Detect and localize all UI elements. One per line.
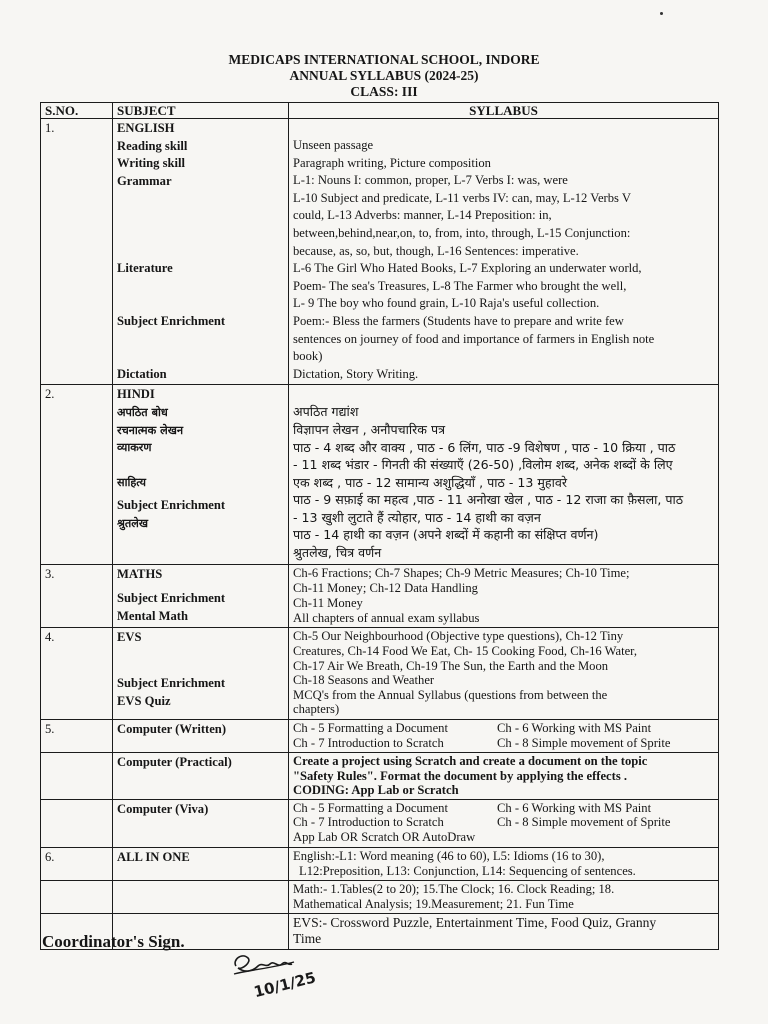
- practical-line-3: CODING: App Lab or Scratch: [293, 783, 459, 798]
- document-header: [0, 52, 768, 100]
- subject-cell: [113, 880, 289, 913]
- sno-cell: 5.: [41, 720, 113, 753]
- viva-item: Ch - 5 Formatting a Document: [293, 800, 448, 815]
- subject-evs: EVS: [117, 630, 142, 645]
- sno-cell: 4.: [41, 628, 113, 720]
- hindi-line-2: विज्ञापन लेखन , अनौपचारिक पत्र: [293, 421, 446, 437]
- label-enrichment: Subject Enrichment: [117, 498, 226, 513]
- viva-item: Ch - 6 Working with MS Paint: [497, 800, 652, 815]
- allinone-evs-1: EVS:- Crossword Puzzle, Entertainment Time, Food Quiz, Granny: [293, 914, 657, 930]
- hindi-line-3: पाठ - 4 शब्द और वाक्य , पाठ - 6 लिंग, पाठ -9 विशेषण , पाठ - 10 क्रिया , पाठ: [293, 439, 676, 455]
- label-computer-viva: Computer (Viva): [117, 801, 209, 816]
- allinone-evs-2: Time: [293, 930, 322, 946]
- english-enrichment-1: Poem:- Bless the farmers (Students have to prepare and write few: [293, 313, 624, 328]
- label-rachnatmak: रचनात्मक लेखन: [117, 423, 184, 437]
- label-enrichment: Subject Enrichment: [117, 590, 226, 605]
- sno-cell: 6.: [41, 847, 113, 880]
- maths-line-3: Ch-11 Money: [293, 596, 363, 611]
- school-name: MEDICAPS INTERNATIONAL SCHOOL, INDORE: [228, 52, 540, 67]
- english-grammar-5: because, as, so, but, though, L-16 Sentences: imperative.: [293, 243, 579, 258]
- practical-line-1: Create a project using Scratch and create a document on the topic: [293, 754, 648, 769]
- label-sahitya: साहित्य: [117, 475, 147, 489]
- subject-allinone: ALL IN ONE: [117, 849, 190, 864]
- english-literature-3: L- 9 The boy who found grain, L-10 Raja's useful collection.: [293, 296, 600, 311]
- subject-cell: [113, 628, 289, 720]
- header-syllabus: SYLLABUS: [289, 103, 719, 119]
- allinone-math-2: Mathematical Analysis; 19.Measurement; 21. Fun Time: [293, 896, 574, 911]
- written-item: Ch - 8 Simple movement of Sprite: [497, 736, 671, 751]
- viva-line-1: [293, 801, 714, 816]
- subject-cell: [113, 119, 289, 385]
- hindi-line-4: - 11 शब्द भंडार - गिनती की संख्याएँ (26-50) ,विलोम शब्द, अनेक शब्दों के लिए: [293, 457, 673, 473]
- subject-cell: [113, 753, 289, 800]
- syllabus-cell: [289, 799, 719, 847]
- evs-line-2: Creatures, Ch-14 Food We Eat, Ch- 15 Cooking Food, Ch-16 Water,: [293, 643, 637, 658]
- syllabus-cell: [289, 565, 719, 628]
- label-reading: Reading skill: [117, 138, 188, 153]
- english-enrichment-3: book): [293, 349, 323, 364]
- hindi-line-7: - 13 खुशी लुटाते हैं त्योहार, पाठ - 14 हाथी का वज़न: [293, 509, 541, 525]
- class-label: CLASS: III: [350, 84, 418, 99]
- practical-line-2: "Safety Rules". Format the document by applying the effects .: [293, 768, 628, 783]
- header-subject: SUBJECT: [113, 103, 289, 119]
- written-item: Ch - 6 Working with MS Paint: [497, 721, 652, 736]
- syllabus-title: ANNUAL SYLLABUS (2024-25): [289, 68, 479, 83]
- label-dictation: Dictation: [117, 366, 167, 381]
- sno-cell: [41, 799, 113, 847]
- table-row-maths: [41, 565, 719, 628]
- hindi-line-5: एक शब्द , पाठ - 12 सामान्य अशुद्धियाँ , पाठ - 13 मुहावरे: [293, 474, 568, 490]
- label-writing: Writing skill: [117, 156, 185, 171]
- allinone-english-2: L12:Preposition, L13: Conjunction, L14: Sequencing of sentences.: [299, 863, 636, 878]
- subject-cell: [113, 720, 289, 753]
- sno-cell: 2.: [41, 385, 113, 565]
- syllabus-cell: [289, 913, 719, 949]
- subject-cell: [113, 799, 289, 847]
- label-shrutlekh: श्रुतलेख: [117, 516, 149, 530]
- table-header-row: [41, 103, 719, 119]
- table-row-hindi: [41, 385, 719, 565]
- sno-cell: [41, 880, 113, 913]
- syllabus-cell: [289, 628, 719, 720]
- written-item: Ch - 5 Formatting a Document: [293, 721, 448, 736]
- subject-english: ENGLISH: [117, 121, 175, 135]
- label-mental-math: Mental Math: [117, 608, 188, 623]
- table-row-english: [41, 119, 719, 385]
- coordinator-sign-label: Coordinator's Sign.: [42, 932, 185, 951]
- english-dictation: Dictation, Story Writing.: [293, 366, 419, 381]
- label-evs-quiz: EVS Quiz: [117, 693, 171, 708]
- subject-hindi: HINDI: [117, 387, 155, 402]
- subject-cell: [113, 847, 289, 880]
- viva-extra: App Lab OR Scratch OR AutoDraw: [293, 829, 476, 844]
- label-grammar: Grammar: [117, 173, 172, 188]
- allinone-english-1: English:-L1: Word meaning (46 to 60), L5: Idioms (16 to 30),: [293, 848, 605, 863]
- evs-line-3: Ch-17 Air We Breath, Ch-19 The Sun, the Earth and the Moon: [293, 658, 609, 673]
- written-item: Ch - 7 Introduction to Scratch: [293, 736, 444, 751]
- viva-item: Ch - 8 Simple movement of Sprite: [497, 815, 671, 830]
- english-enrichment-2: sentences on journey of food and importance of farmers in English note: [293, 331, 655, 346]
- english-literature-1: L-6 The Girl Who Hated Books, L-7 Exploring an underwater world,: [293, 261, 642, 276]
- evs-line-6: chapters): [293, 702, 340, 717]
- hindi-line-6: पाठ - 9 सफ़ाई का महत्व ,पाठ - 11 अनोखा खेल , पाठ - 12 राजा का फ़ैसला, पाठ: [293, 492, 684, 508]
- header-sno: S.NO.: [41, 103, 113, 119]
- syllabus-cell: [289, 753, 719, 800]
- subject-cell: [113, 385, 289, 565]
- table-row-allinone-english: [41, 847, 719, 880]
- viva-line-2: [293, 815, 714, 830]
- written-line-2: [293, 736, 714, 751]
- syllabus-table: [40, 102, 719, 950]
- label-apathit: अपठित बोध: [117, 405, 168, 419]
- speck-mark: [660, 12, 663, 15]
- subject-cell: [113, 565, 289, 628]
- syllabus-cell: [289, 385, 719, 565]
- english-grammar-4: between,behind,near,on, to, from, into, through, L-15 Conjunction:: [293, 225, 631, 240]
- table-row-evs: [41, 628, 719, 720]
- sno-cell: [41, 753, 113, 800]
- evs-line-5: MCQ's from the Annual Syllabus (questions from between the: [293, 687, 608, 702]
- label-enrichment: Subject Enrichment: [117, 313, 226, 328]
- maths-line-1: Ch-6 Fractions; Ch-7 Shapes; Ch-9 Metric Measures; Ch-10 Time;: [293, 566, 630, 581]
- syllabus-cell: [289, 119, 719, 385]
- label-literature: Literature: [117, 261, 173, 276]
- sno-cell: 3.: [41, 565, 113, 628]
- maths-line-2: Ch-11 Money; Ch-12 Data Handling: [293, 581, 478, 596]
- subject-maths: MATHS: [117, 567, 163, 582]
- hindi-line-9: श्रुतलेख, चित्र वर्णन: [293, 545, 382, 561]
- signature-date: 10/1/25: [251, 968, 318, 1002]
- viva-item: Ch - 7 Introduction to Scratch: [293, 815, 444, 830]
- label-vyakaran: व्याकरण: [117, 441, 152, 455]
- allinone-math-1: Math:- 1.Tables(2 to 20); 15.The Clock; 16. Clock Reading; 18.: [293, 881, 615, 896]
- english-grammar-3: could, L-13 Adverbs: manner, L-14 Preposition: in,: [293, 208, 552, 223]
- syllabus-cell: [289, 847, 719, 880]
- maths-line-4: All chapters of annual exam syllabus: [293, 611, 480, 626]
- table-row-computer-written: [41, 720, 719, 753]
- label-computer-practical: Computer (Practical): [117, 755, 232, 770]
- syllabus-cell: [289, 880, 719, 913]
- english-grammar-2: L-10 Subject and predicate, L-11 verbs IV: can, may, L-12 Verbs V: [293, 190, 631, 205]
- english-literature-2: Poem- The sea's Treasures, L-8 The Farmer who brought the well,: [293, 278, 627, 293]
- label-computer-written: Computer (Written): [117, 722, 227, 737]
- english-reading: Unseen passage: [293, 138, 374, 152]
- table-row-computer-viva: [41, 799, 719, 847]
- english-grammar-1: L-1: Nouns I: common, proper, L-7 Verbs I: was, were: [293, 173, 568, 188]
- hindi-line-1: अपठित गद्यांश: [293, 404, 359, 420]
- label-enrichment: Subject Enrichment: [117, 675, 226, 690]
- table-row-allinone-math: [41, 880, 719, 913]
- written-line-1: [293, 721, 714, 736]
- syllabus-cell: [289, 720, 719, 753]
- signature-image: [228, 940, 318, 1006]
- english-writing: Paragraph writing, Picture composition: [293, 155, 491, 170]
- evs-line-1: Ch-5 Our Neighbourhood (Objective type questions), Ch-12 Tiny: [293, 629, 624, 644]
- hindi-line-8: पाठ - 14 हाथी का वज़न (अपने शब्दों में कहानी का संक्षिप्त वर्णन): [293, 527, 599, 543]
- table-row-computer-practical: [41, 753, 719, 800]
- sno-cell: 1.: [41, 119, 113, 385]
- evs-line-4: Ch-18 Seasons and Weather: [293, 673, 435, 688]
